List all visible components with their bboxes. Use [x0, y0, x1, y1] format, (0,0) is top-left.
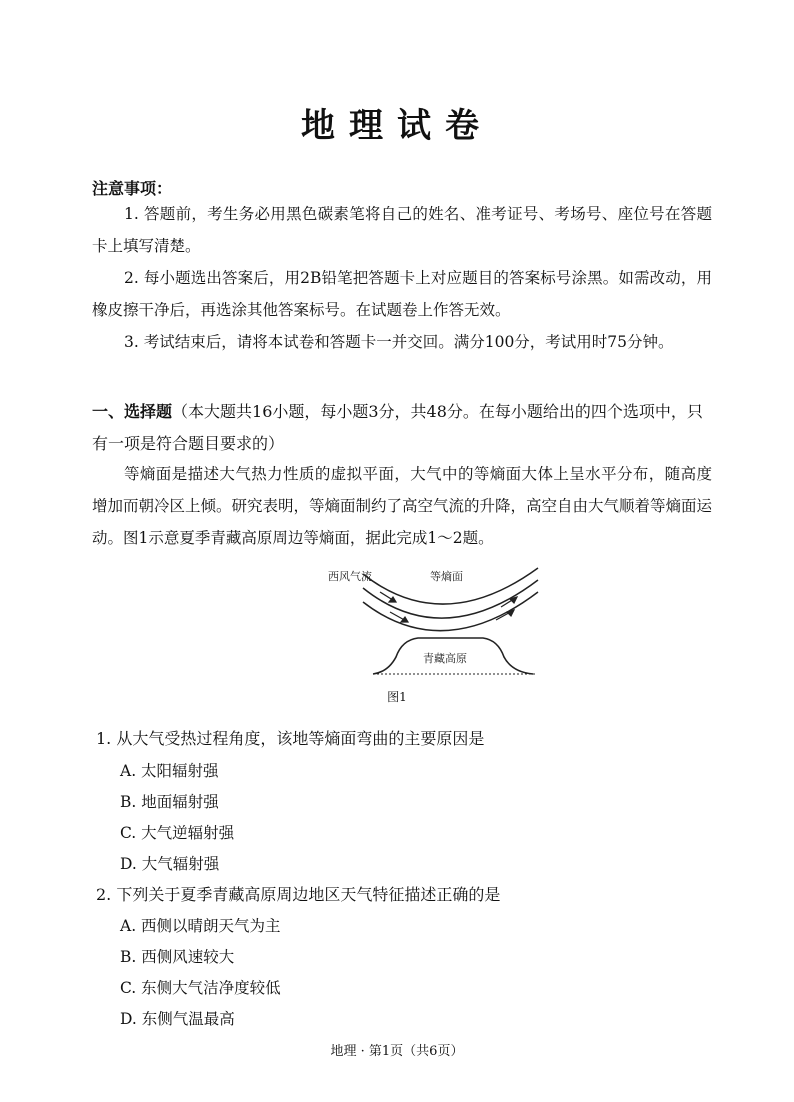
page-footer: 地理 · 第1页（共6页） [330, 1044, 464, 1059]
section-title: 一、选择题 [92, 402, 173, 421]
figure-caption: 图1 [387, 690, 407, 704]
question-2-stem: 2. 下列关于夏季青藏高原周边地区天气特征描述正确的是 [96, 885, 501, 904]
question-2-option-d: D. 东侧气温最高 [120, 1010, 235, 1028]
passage: 等熵面是描述大气热力性质的虚拟平面，大气中的等熵面大体上呈水平分布，随高度增加而朝冷区上倾。研究表明，等熵面制约了高空气流的升降，高空自由大气顺着等熵面运动。图1示意夏季青藏高原周边等熵面，据此完成1～2题。 [92, 465, 713, 547]
question-1-option-b: B. 地面辐射强 [120, 793, 219, 811]
section-heading [92, 396, 712, 460]
question-2-option-c: C. 东侧大气洁净度较低 [120, 979, 281, 997]
isentropic-surface-figure [318, 562, 548, 682]
figure-label-surface: 等熵面 [430, 570, 463, 583]
notice-item-1: 1. 答题前，考生务必用黑色碳素笔将自己的姓名、准考证号、考场号、座位号在答题卡上填写清楚。 [92, 205, 712, 255]
question-1-stem: 1. 从大气受热过程角度，该地等熵面弯曲的主要原因是 [96, 729, 485, 748]
question-1-option-d: D. 大气辐射强 [120, 855, 220, 873]
question-1-option-a: A. 太阳辐射强 [120, 762, 219, 780]
notice-item-3: 3. 考试结束后，请将本试卷和答题卡一并交回。满分100分，考试用时75分钟。 [124, 333, 674, 351]
figure-label-wind: 西风气流 [328, 570, 372, 583]
wind-arrowhead [401, 617, 408, 622]
notice-item-2: 2. 每小题选出答案后，用2B铅笔把答题卡上对应题目的答案标号涂黑。如需改动，用橡皮擦干净后，再选涂其他答案标号。在试题卷上作答无效。 [92, 269, 712, 319]
question-1-option-c: C. 大气逆辐射强 [120, 824, 235, 842]
notice-heading: 注意事项： [92, 179, 173, 198]
section-instruction: （本大题共16小题，每小题3分，共48分。在每小题给出的四个选项中，只有一项是符合题目要求的） [92, 402, 703, 453]
figure-label-plateau: 青藏高原 [423, 652, 467, 665]
page-title: 地理试卷 [301, 106, 493, 146]
question-2-option-b: B. 西侧风速较大 [120, 948, 235, 966]
question-2-option-a: A. 西侧以晴朗天气为主 [120, 917, 281, 935]
